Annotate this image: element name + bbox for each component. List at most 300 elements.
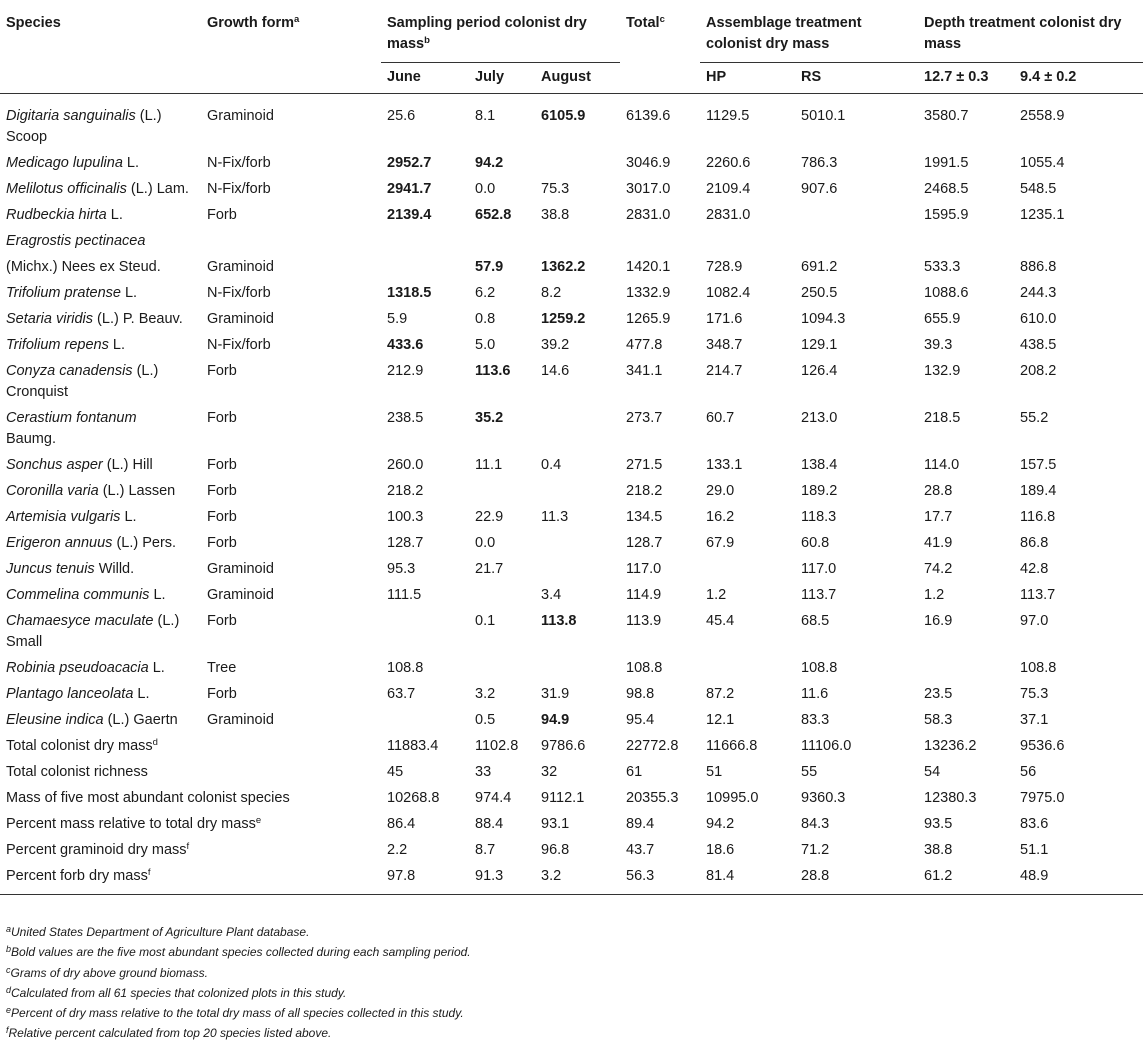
species-name: Eleusine indica <box>6 712 104 728</box>
total-cell: 134.5 <box>626 509 663 525</box>
hp-cell: 16.2 <box>706 509 735 525</box>
july-cell: 0.8 <box>475 311 496 327</box>
table-row <box>0 656 1143 682</box>
hp-cell <box>700 656 795 682</box>
d1-cell: 12380.3 <box>924 790 977 806</box>
july-cell: 5.0 <box>475 337 496 353</box>
d1-cell <box>918 229 1014 255</box>
rs-cell: 28.8 <box>795 864 918 895</box>
august-cell <box>535 406 620 453</box>
hp-cell: 728.9 <box>706 259 743 275</box>
d2-cell: 37.1 <box>1020 712 1049 728</box>
june-cell: 238.5 <box>387 410 424 426</box>
table-row <box>0 307 1143 333</box>
rs-cell: 1094.3 <box>801 311 846 327</box>
hp-cell: 51 <box>706 764 723 780</box>
species-cell: Erigeron annuus (L.) Pers. <box>6 535 177 551</box>
species-cell: Trifolium pratense L. <box>6 285 138 301</box>
d2-cell: 108.8 <box>1020 660 1057 676</box>
rs-cell: 11106.0 <box>801 738 852 754</box>
species-name: Coronilla varia <box>6 483 99 499</box>
growth-form-cell: N-Fix/forb <box>207 337 271 353</box>
rs-cell: 189.2 <box>801 483 838 499</box>
summary-row <box>0 812 1143 838</box>
d2-cell: 208.2 <box>1020 363 1057 379</box>
species-cell <box>0 229 201 255</box>
species-cell: Trifolium repens L. <box>6 337 125 353</box>
footnote: $^c$Grams of dry above ground biomass. <box>6 964 208 980</box>
d1-cell: 28.8 <box>924 483 953 499</box>
header-total: Total$^c$ <box>626 14 665 31</box>
d1-cell: 1088.6 <box>924 285 969 301</box>
table-row <box>0 682 1143 708</box>
growth-form-cell: Forb <box>207 410 237 426</box>
d1-cell: 17.7 <box>924 509 953 525</box>
species-cell: Rudbeckia hirta L. <box>6 207 123 223</box>
rs-cell <box>795 203 918 229</box>
rs-cell: 691.2 <box>801 259 838 275</box>
summary-label: Total colonist dry mass$^d$ <box>6 737 158 754</box>
summary-row <box>0 734 1143 760</box>
hp-cell: 29.0 <box>706 483 735 499</box>
june-cell: 5.9 <box>387 311 408 327</box>
d2-cell: 610.0 <box>1020 311 1057 327</box>
july-cell <box>469 656 535 682</box>
d1-cell: 58.3 <box>924 712 953 728</box>
d2-cell: 548.5 <box>1020 181 1057 197</box>
d2-cell: 97.0 <box>1020 613 1049 629</box>
july-cell: 21.7 <box>475 561 504 577</box>
d1-cell <box>918 656 1014 682</box>
d2-cell: 83.6 <box>1020 816 1049 832</box>
growth-form-cell: Forb <box>207 686 237 702</box>
total-cell: 113.9 <box>626 613 662 629</box>
june-cell: 2.2 <box>387 842 408 858</box>
header-july: July <box>469 63 535 94</box>
july-cell: 3.2 <box>475 686 496 702</box>
total-cell: 22772.8 <box>626 738 679 754</box>
d1-cell: 533.3 <box>924 259 961 275</box>
species-name: Digitaria sanguinalis <box>6 108 136 124</box>
d2-cell: 55.2 <box>1020 410 1049 426</box>
d1-cell: 655.9 <box>924 311 961 327</box>
rs-cell: 5010.1 <box>801 108 846 124</box>
july-cell: 94.2 <box>475 155 504 171</box>
d2-cell: 9536.6 <box>1020 738 1065 754</box>
total-cell <box>620 229 700 255</box>
rs-cell: 108.8 <box>801 660 838 676</box>
d2-cell: 438.5 <box>1020 337 1057 353</box>
header-depth: Depth treatment colonist dry mass <box>924 15 1122 52</box>
august-cell: 39.2 <box>541 337 570 353</box>
june-cell: 100.3 <box>387 509 424 525</box>
total-cell: 89.4 <box>626 816 655 832</box>
total-cell: 218.2 <box>626 483 663 499</box>
species-name: Plantago lanceolata <box>6 686 134 702</box>
summary-row <box>0 760 1143 786</box>
june-cell: 2139.4 <box>387 207 432 223</box>
d2-cell: 51.1 <box>1020 842 1049 858</box>
total-cell: 341.1 <box>626 363 663 379</box>
rs-cell: 113.7 <box>801 587 837 603</box>
table-row <box>0 557 1143 583</box>
june-cell: 433.6 <box>387 337 424 353</box>
total-cell: 43.7 <box>626 842 655 858</box>
species-cell: (Michx.) Nees ex Steud. <box>6 259 161 275</box>
species-cell: Setaria viridis (L.) P. Beauv. <box>6 311 183 327</box>
rs-cell: 250.5 <box>801 285 838 301</box>
species-cell: Chamaesyce maculate (L.) Small <box>6 613 180 650</box>
august-cell: 8.2 <box>541 285 562 301</box>
august-cell: 31.9 <box>541 686 570 702</box>
august-cell: 9786.6 <box>541 738 586 754</box>
d1-cell: 3580.7 <box>924 108 969 124</box>
species-cell: Conyza canadensis (L.) Cronquist <box>6 363 159 400</box>
table-row <box>0 229 1143 255</box>
growth-form-cell: Forb <box>207 613 237 629</box>
august-cell: 96.8 <box>541 842 570 858</box>
total-cell: 271.5 <box>626 457 663 473</box>
hp-cell: 81.4 <box>700 864 795 895</box>
hp-cell: 94.2 <box>706 816 735 832</box>
d1-cell: 218.5 <box>924 410 961 426</box>
rs-cell: 907.6 <box>801 181 838 197</box>
d1-cell: 38.8 <box>924 842 953 858</box>
species-name: Commelina communis <box>6 587 150 603</box>
growth-form-cell: Forb <box>207 483 237 499</box>
footnote: $^e$Percent of dry mass relative to the total dry mass of all species collected in this study. <box>6 1005 464 1021</box>
growth-form-cell: Graminoid <box>207 561 274 577</box>
summary-row <box>0 838 1143 864</box>
summary-label: Percent forb dry mass$^f$ <box>0 864 381 895</box>
july-cell: 22.9 <box>475 509 504 525</box>
july-cell: 57.9 <box>475 259 504 275</box>
july-cell <box>469 229 535 255</box>
july-cell: 8.7 <box>475 842 496 858</box>
footnote: $^a$United States Department of Agriculture Plant database. <box>6 924 310 939</box>
table-row <box>0 203 1143 229</box>
d1-cell: 74.2 <box>924 561 953 577</box>
header-sampling-period: Sampling period colonist dry mass$^b$ <box>387 15 587 52</box>
hp-cell: 1129.5 <box>706 108 750 124</box>
hp-cell: 2109.4 <box>706 181 751 197</box>
species-name: Juncus tenuis <box>6 561 95 577</box>
june-cell: 63.7 <box>387 686 416 702</box>
august-cell: 3.2 <box>535 864 620 895</box>
july-cell: 0.1 <box>475 613 496 629</box>
header-june: June <box>381 63 469 94</box>
header-august: August <box>535 63 620 94</box>
june-cell: 212.9 <box>387 363 424 379</box>
rs-cell: 213.0 <box>801 410 838 426</box>
d2-cell: 42.8 <box>1020 561 1049 577</box>
species-name: Sonchus asper <box>6 457 103 473</box>
species-cell: Digitaria sanguinalis (L.) Scoop <box>6 108 162 145</box>
july-cell: 35.2 <box>475 410 504 426</box>
july-cell: 652.8 <box>475 207 512 223</box>
august-cell <box>535 557 620 583</box>
growth-form-cell: Forb <box>207 509 237 525</box>
growth-form-cell <box>201 229 381 255</box>
total-cell: 273.7 <box>626 410 663 426</box>
hp-cell: 67.9 <box>706 535 735 551</box>
d1-cell: 1991.5 <box>924 155 969 171</box>
july-cell: 974.4 <box>475 790 512 806</box>
d2-cell: 86.8 <box>1020 535 1049 551</box>
total-cell: 3046.9 <box>626 155 671 171</box>
species-name: Trifolium pratense <box>6 285 121 301</box>
july-cell: 0.0 <box>475 181 496 197</box>
species-name: Chamaesyce maculate <box>6 613 154 629</box>
species-cell: Coronilla varia (L.) Lassen <box>6 483 176 499</box>
d1-cell: 114.0 <box>924 457 960 473</box>
hp-cell: 348.7 <box>706 337 743 353</box>
hp-cell: 1082.4 <box>706 285 751 301</box>
d2-cell: 1055.4 <box>1020 155 1065 171</box>
total-cell: 1332.9 <box>626 285 671 301</box>
d1-cell: 41.9 <box>924 535 953 551</box>
summary-row <box>0 864 1143 895</box>
table-row <box>0 479 1143 505</box>
footnotes <box>6 922 471 1044</box>
d2-cell: 56 <box>1020 764 1037 780</box>
table-row <box>0 609 1143 656</box>
june-cell: 25.6 <box>387 108 416 124</box>
hp-cell: 12.1 <box>706 712 735 728</box>
d1-cell: 16.9 <box>924 613 953 629</box>
june-cell: 10268.8 <box>387 790 440 806</box>
total-cell: 95.4 <box>626 712 655 728</box>
hp-cell: 133.1 <box>706 457 743 473</box>
species-cell: Artemisia vulgaris L. <box>6 509 137 525</box>
footnote: $^f$Relative percent calculated from top 20 species listed above. <box>6 1025 332 1041</box>
header-depth-1: 12.7 ± 0.3 <box>918 63 1014 94</box>
june-cell <box>381 229 469 255</box>
table-row <box>0 333 1143 359</box>
header-row-1 <box>0 0 1143 63</box>
hp-cell: 1.2 <box>706 587 727 603</box>
august-cell <box>535 151 620 177</box>
species-cell: Sonchus asper (L.) Hill <box>6 457 153 473</box>
june-cell <box>381 609 469 656</box>
total-cell: 56.3 <box>620 864 700 895</box>
d1-cell: 23.5 <box>924 686 953 702</box>
total-cell: 128.7 <box>626 535 663 551</box>
june-cell: 45 <box>387 764 404 780</box>
hp-cell: 11666.8 <box>706 738 758 754</box>
d1-cell: 54 <box>924 764 941 780</box>
rs-cell: 129.1 <box>801 337 838 353</box>
d2-cell: 886.8 <box>1020 259 1057 275</box>
species-name: Cerastium fontanum <box>6 410 137 426</box>
growth-form-cell: Graminoid <box>207 587 274 603</box>
august-cell: 3.4 <box>541 587 562 603</box>
total-cell: 477.8 <box>626 337 663 353</box>
table-row <box>0 94 1143 152</box>
rs-cell: 84.3 <box>801 816 830 832</box>
rs-cell: 9360.3 <box>801 790 846 806</box>
d1-cell: 39.3 <box>924 337 953 353</box>
table-row <box>0 255 1143 281</box>
june-cell: 97.8 <box>381 864 469 895</box>
july-cell <box>469 583 535 609</box>
july-cell: 113.6 <box>475 363 511 379</box>
rs-cell: 126.4 <box>801 363 838 379</box>
hp-cell: 2260.6 <box>706 155 751 171</box>
total-cell: 3017.0 <box>626 181 671 197</box>
table-row <box>0 505 1143 531</box>
table-row <box>0 708 1143 734</box>
hp-cell <box>700 557 795 583</box>
june-cell: 95.3 <box>387 561 416 577</box>
hp-cell: 214.7 <box>706 363 743 379</box>
d2-cell: 1235.1 <box>1020 207 1065 223</box>
growth-form-cell: Graminoid <box>207 108 274 124</box>
total-cell: 20355.3 <box>626 790 679 806</box>
rs-cell: 83.3 <box>801 712 830 728</box>
species-name: Medicago lupulina <box>6 155 123 171</box>
hp-cell: 18.6 <box>706 842 735 858</box>
species-name: Artemisia vulgaris <box>6 509 121 525</box>
total-cell: 98.8 <box>626 686 655 702</box>
d2-cell: 189.4 <box>1020 483 1057 499</box>
rs-cell: 60.8 <box>801 535 830 551</box>
species-cell: Melilotus officinalis (L.) Lam. <box>6 181 189 197</box>
summary-row <box>0 786 1143 812</box>
d2-cell: 75.3 <box>1020 686 1049 702</box>
species-cell: Plantago lanceolata L. <box>6 686 150 702</box>
d2-cell: 48.9 <box>1014 864 1143 895</box>
growth-form-cell: Forb <box>207 535 237 551</box>
july-cell: 0.5 <box>475 712 496 728</box>
june-cell <box>381 708 469 734</box>
august-cell <box>535 479 620 505</box>
june-cell: 2952.7 <box>387 155 432 171</box>
species-name: Melilotus officinalis <box>6 181 127 197</box>
august-cell <box>535 531 620 557</box>
june-cell: 1318.5 <box>387 285 432 301</box>
d2-cell: 116.8 <box>1020 509 1056 525</box>
growth-form-cell: Graminoid <box>207 259 274 275</box>
august-cell: 93.1 <box>541 816 570 832</box>
d2-cell: 113.7 <box>1020 587 1056 603</box>
species-name: Conyza canadensis <box>6 363 133 379</box>
june-cell: 11883.4 <box>387 738 439 754</box>
d1-cell: 2468.5 <box>924 181 969 197</box>
june-cell: 86.4 <box>387 816 416 832</box>
total-cell: 114.9 <box>626 587 662 603</box>
species-name: Robinia pseudoacacia <box>6 660 149 676</box>
table-row <box>0 281 1143 307</box>
summary-label: Percent mass relative to total dry mass$^e$ <box>6 815 262 832</box>
total-cell: 1420.1 <box>626 259 671 275</box>
june-cell <box>381 255 469 281</box>
growth-form-cell: Forb <box>207 363 237 379</box>
species-name: Eragrostis pectinacea <box>6 233 146 249</box>
species-cell: Robinia pseudoacacia L. <box>6 660 165 676</box>
table-row <box>0 531 1143 557</box>
d2-cell <box>1014 229 1143 255</box>
table-row <box>0 151 1143 177</box>
rs-cell: 68.5 <box>801 613 830 629</box>
growth-form-cell: N-Fix/forb <box>207 181 271 197</box>
growth-form-cell: Graminoid <box>207 311 274 327</box>
species-name: Rudbeckia hirta <box>6 207 107 223</box>
total-cell: 2831.0 <box>626 207 671 223</box>
table-row <box>0 583 1143 609</box>
august-cell: 94.9 <box>541 712 570 728</box>
august-cell: 113.8 <box>541 613 577 629</box>
summary-label: Mass of five most abundant colonist species <box>6 790 290 806</box>
table-row <box>0 406 1143 453</box>
header-hp: HP <box>700 63 795 94</box>
rs-cell: 118.3 <box>801 509 837 525</box>
june-cell: 2941.7 <box>387 181 432 197</box>
august-cell: 9112.1 <box>541 790 585 806</box>
total-cell: 61 <box>626 764 643 780</box>
july-cell: 1102.8 <box>475 738 519 754</box>
header-growth-form: Growth form$^a$ <box>207 14 300 31</box>
species-name: Setaria viridis <box>6 311 94 327</box>
hp-cell <box>700 229 795 255</box>
august-cell: 38.8 <box>541 207 570 223</box>
june-cell: 128.7 <box>387 535 424 551</box>
species-cell: Juncus tenuis Willd. <box>6 561 135 577</box>
species-cell: Medicago lupulina L. <box>6 155 140 171</box>
august-cell: 75.3 <box>541 181 570 197</box>
growth-form-cell: Forb <box>207 207 237 223</box>
species-name: Trifolium repens <box>6 337 109 353</box>
species-cell: Cerastium fontanum Baumg. <box>6 410 137 447</box>
rs-cell: 786.3 <box>801 155 838 171</box>
table-row <box>0 453 1143 479</box>
total-cell: 108.8 <box>626 660 663 676</box>
header-rs: RS <box>795 63 918 94</box>
july-cell <box>469 479 535 505</box>
summary-label: Total colonist richness <box>6 764 148 780</box>
rs-cell: 55 <box>801 764 818 780</box>
august-cell <box>535 229 620 255</box>
growth-form-cell: Forb <box>207 457 237 473</box>
hp-cell: 45.4 <box>706 613 735 629</box>
d1-cell: 61.2 <box>918 864 1014 895</box>
june-cell: 218.2 <box>387 483 424 499</box>
august-cell: 11.3 <box>541 509 569 525</box>
rs-cell: 11.6 <box>801 686 829 702</box>
footnote: $^b$Bold values are the five most abundant species collected during each sampling period. <box>6 944 471 960</box>
hp-cell: 2831.0 <box>706 207 751 223</box>
species-cell: Eleusine indica (L.) Gaertn <box>6 712 178 728</box>
d1-cell: 132.9 <box>924 363 961 379</box>
august-cell: 1259.2 <box>541 311 586 327</box>
header-assemblage: Assemblage treatment colonist dry mass <box>706 15 862 52</box>
species-name: Erigeron annuus <box>6 535 113 551</box>
rs-cell <box>795 229 918 255</box>
july-cell: 11.1 <box>475 457 503 473</box>
header-depth-2: 9.4 ± 0.2 <box>1014 63 1143 94</box>
table-body <box>0 94 1143 895</box>
august-cell <box>535 656 620 682</box>
d1-cell: 13236.2 <box>924 738 977 754</box>
rs-cell: 138.4 <box>801 457 838 473</box>
june-cell: 111.5 <box>387 587 422 603</box>
species-cell: Commelina communis L. <box>6 587 166 603</box>
june-cell: 260.0 <box>387 457 424 473</box>
hp-cell: 60.7 <box>706 410 735 426</box>
june-cell: 108.8 <box>387 660 424 676</box>
table-row <box>0 359 1143 406</box>
growth-form-cell: N-Fix/forb <box>207 285 271 301</box>
